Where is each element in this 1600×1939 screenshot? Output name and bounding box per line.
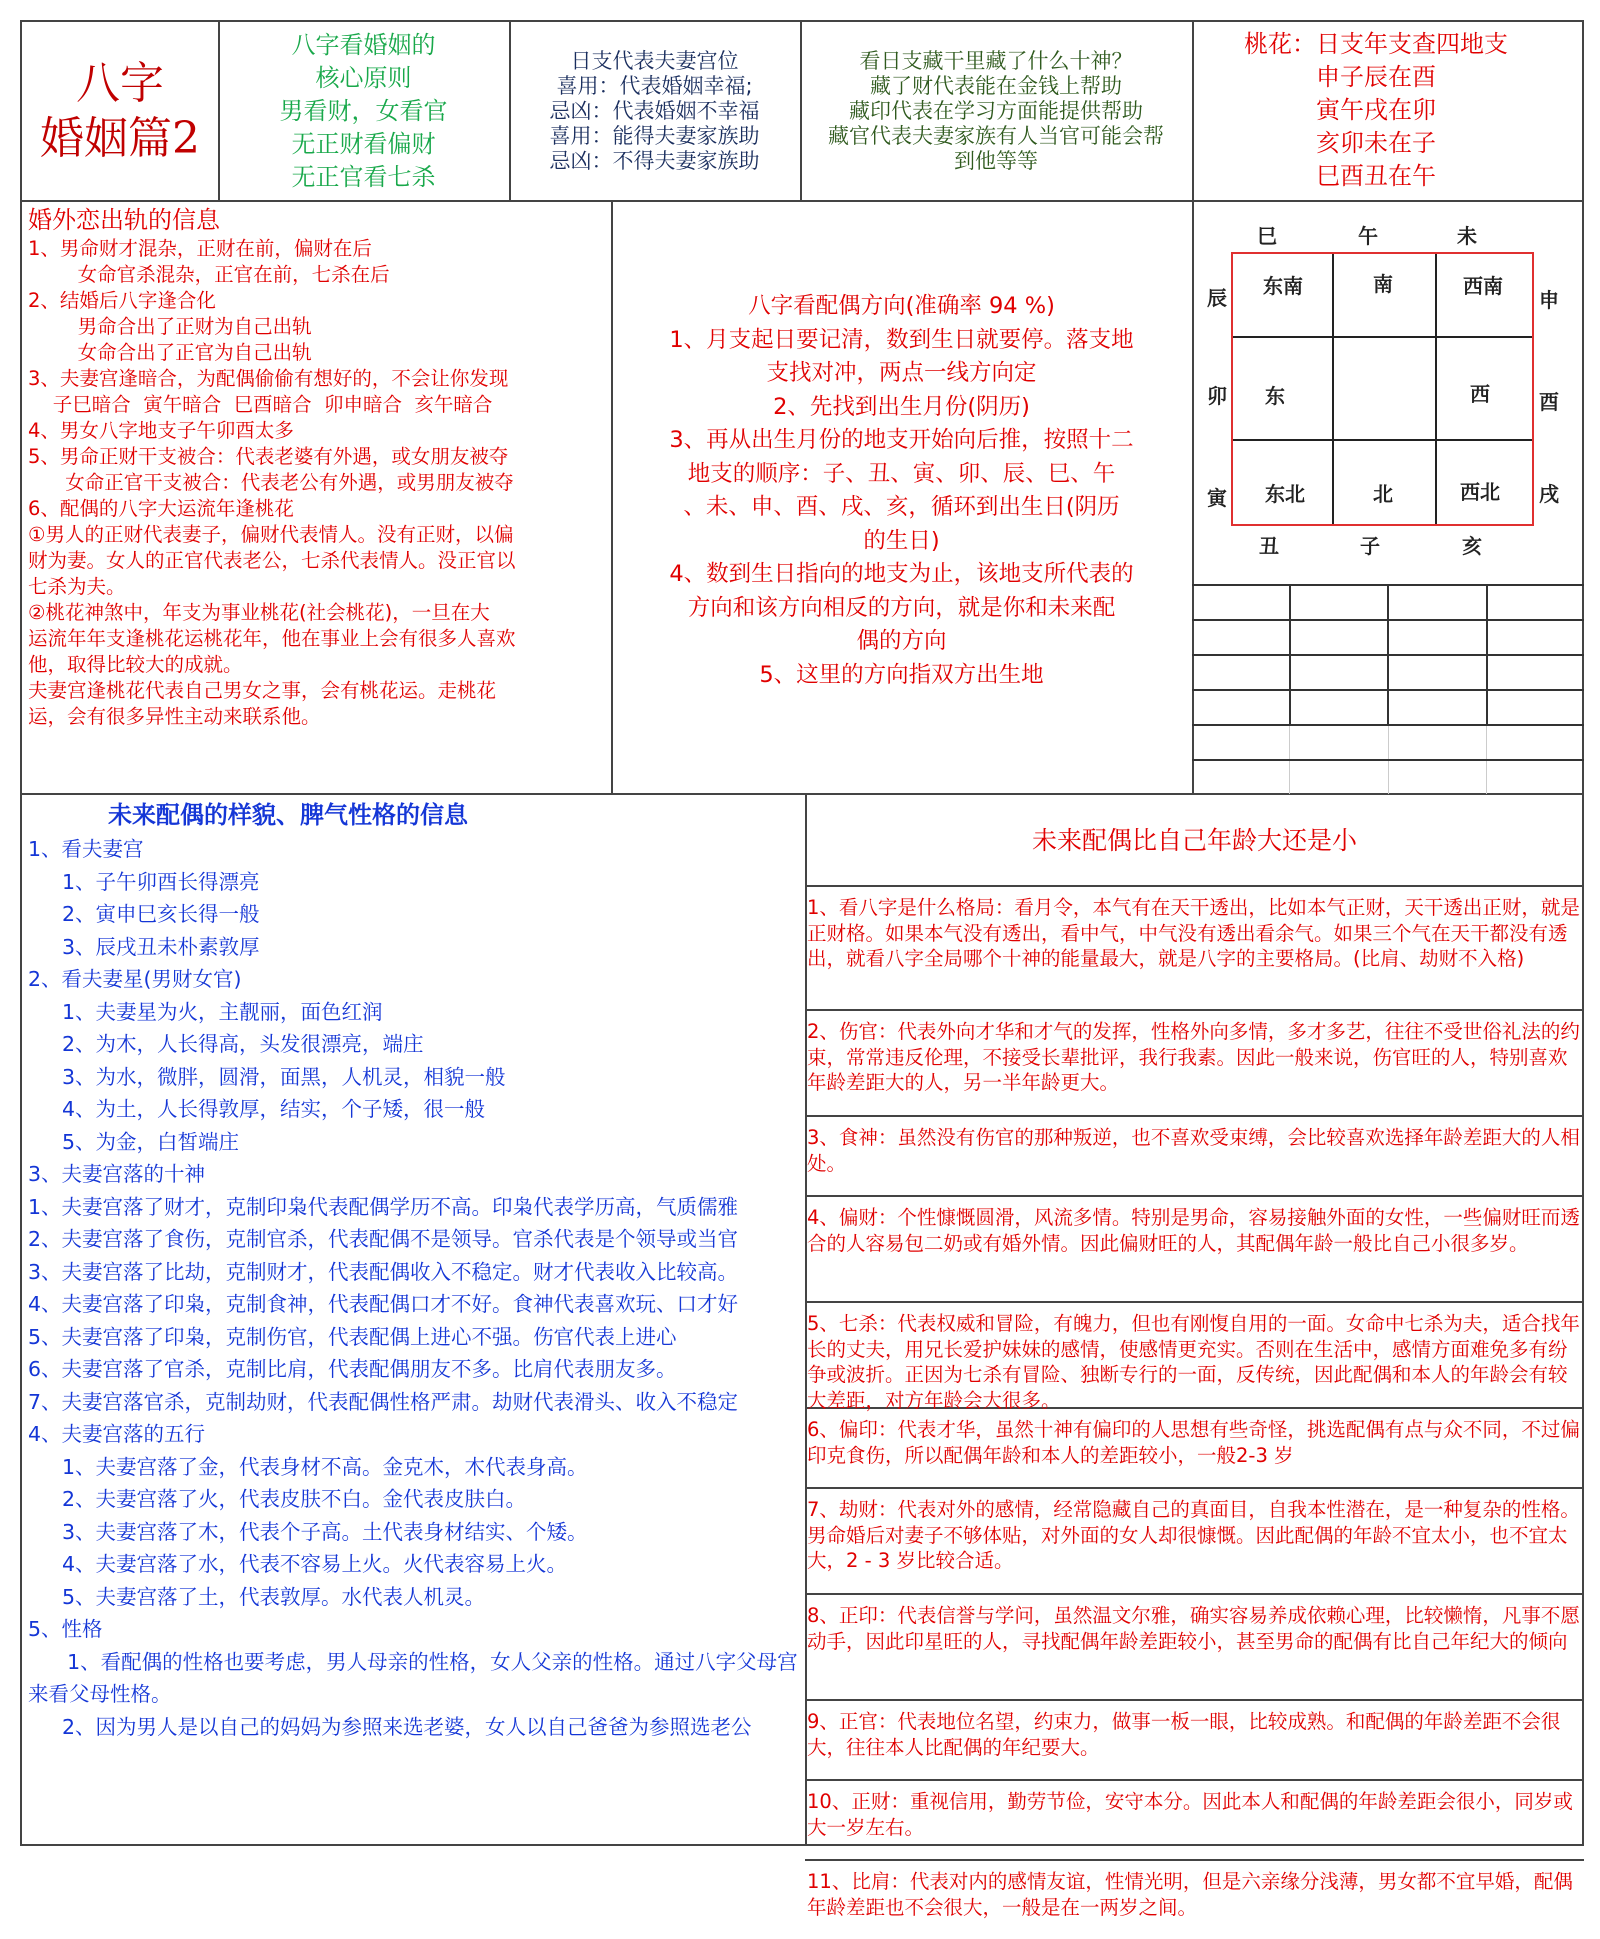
empty-table-cell [1387,691,1486,724]
age-item: 8、正印：代表信誉与学问，虽然温文尔雅，确实容易养成依赖心理，比较懒惰，凡事不愿动手，因此印星旺的人，寻找配偶年龄差距较小，甚至男命的配偶有比自己年纪大的倾向 [805,1595,1584,1701]
empty-table-cell [1486,621,1585,654]
looks-line: 2、看夫妻星(男财女官) [28,967,242,991]
core-line: 核心原则 [315,63,412,92]
compass-diagram [1192,200,1584,560]
direction-west: 西 [1470,382,1490,406]
peach-blossom-line: 申子辰在酉 [1316,63,1436,91]
affair-line: 女命官杀混杂，正官在前，七杀在后 [28,263,390,286]
looks-lines [28,833,799,1743]
core-line: 无正财看偏财 [291,129,436,158]
age-item: 9、正官：代表地位名望，约束力，做事一板一眼，比较成熟。和配偶的年龄差距不会很大，往往本人比配偶的年纪要大。 [805,1701,1584,1781]
direction-south: 南 [1373,272,1393,296]
empty-table-cell [1289,761,1387,794]
age-item: 5、七杀：代表权威和冒险，有魄力，但也有刚愎自用的一面。女命中七杀为夫，适合找年长的丈夫，用兄长爱护妹妹的感情，使感情更充实。否则在生活中，感情方面难免多有纷争或波折。正因为七杀有冒险、独断专行的一面，反传统，因此配偶和本人的年龄会有较大差距，对方年龄会大很多。 [805,1303,1584,1409]
affair-line: 他，取得比较大的成就。 [28,653,243,676]
looks-line: 3、为水，微胖，圆滑，面黑，人机灵，相貌一般 [62,1064,506,1089]
empty-table-cell [1192,621,1289,654]
affair-line: 5、男命正财干支被合：代表老婆有外遇，或女朋友被夺 [28,445,509,468]
branch-bottom-3: 亥 [1462,534,1482,558]
empty-table-cell [1289,621,1388,654]
empty-table-cell [1289,656,1388,689]
direction-line: 、未、申、酉、戌、亥，循环到出生日(阴历 [683,494,1120,520]
spouse-age-cell [805,793,1584,1919]
direction-north: 北 [1373,482,1393,506]
looks-line: 7、夫妻宫落官杀，克制劫财，代表配偶性格严肃。劫财代表滑头、收入不稳定 [28,1389,739,1414]
compass-cell [1192,200,1584,795]
affair-line: 女命正官干支被合：代表老公有外遇，或男朋友被夺 [28,471,514,494]
looks-line: 2、寅申巳亥长得一般 [62,902,260,926]
direction-line: 5、这里的方向指双方出生地 [759,661,1044,688]
empty-table-cell [1486,726,1584,759]
branch-bottom-1: 丑 [1259,534,1279,558]
looks-line: 5、夫妻宫落了土，代表敦厚。水代表人机灵。 [62,1584,486,1609]
looks-line: 1、夫妻宫落了金，代表身材不高。金克木，木代表身高。 [62,1454,588,1479]
title-line-2: 婚姻篇2 [40,113,200,164]
age-item: 11、比肩：代表对内的感情友谊，性情光明，但是六亲缘分浅薄，男女都不宜早婚，配偶年龄差距也不会很大，一般是在一两岁之间。 [807,1870,1573,1919]
looks-line: 3、夫妻宫落了木，代表个子高。土代表身材结实、个矮。 [62,1519,588,1544]
affair-line: 子巳暗合 寅午暗合 巳酉暗合 卯申暗合 亥午暗合 [28,393,493,416]
age-item: 7、劫财：代表对外的感情，经常隐藏自己的真面目，自我本性潜在，是一种复杂的性格。男命婚后对妻子不够体贴，对外面的女人却很慷慨。因此配偶的年龄不宜太小，也不宜太大，2 - 3 岁比较合适。 [805,1489,1584,1595]
grid-line [1233,439,1532,441]
empty-table-cell [1387,621,1486,654]
looks-line: 4、为土，人长得敦厚，结实，个子矮，很一般 [62,1097,486,1121]
age-items [805,887,1584,1939]
looks-line: 1、子午卯酉长得漂亮 [62,869,260,894]
empty-table-cell [1192,656,1289,689]
spouse-looks-cell [22,793,807,1844]
looks-line: 3、辰戌丑未朴素敦厚 [62,934,260,959]
looks-line: 3、夫妻宫落的十神 [28,1162,206,1186]
direction-line: 3、再从出生月份的地支开始向后推，按照十二 [669,427,1134,453]
spouse-palace-line: 忌凶：代表婚姻不幸福 [549,98,760,123]
age-item: 2、伤官：代表外向才华和才气的发挥，性格外向多情，多才多艺，往往不受世俗礼法的约束，常常违反伦理，不接受长辈批评，我行我素。因此一般来说，伤官旺的人，特别喜欢年龄差距大的人，另一半年龄更大。 [805,1011,1584,1117]
direction-line: 4、数到生日指向的地支为止，该地支所代表的 [669,561,1134,587]
branch-bottom-2: 子 [1360,534,1380,558]
affair-line: 七杀为夫。 [28,575,126,598]
branch-top-1: 巳 [1257,224,1277,248]
affair-line: 4、男女八字地支子午卯酉太多 [28,419,294,442]
core-principles-cell [218,22,511,202]
looks-line: 5、性格 [28,1617,103,1641]
empty-table-cell [1289,726,1387,759]
peach-blossom-line: 亥卯未在子 [1316,129,1436,157]
affair-line: 2、结婚后八字逢合化 [28,289,216,312]
spouse-palace-cell [509,22,802,202]
looks-heading: 未来配偶的样貌、脾气性格的信息 [108,801,468,829]
looks-line: 1、看配偶的性格也要考虑，男人母亲的性格，女人父亲的性格。通过八字父母宫来看父母性格。 [28,1649,798,1706]
looks-line: 4、夫妻宫落的五行 [28,1422,206,1446]
direction-southeast: 东南 [1263,274,1303,298]
looks-line: 1、夫妻宫落了财才，克制印枭代表配偶学历不高。印枭代表学历高，气质儒雅 [28,1194,739,1219]
looks-line: 5、夫妻宫落了印枭，克制伤官，代表配偶上进心不强。伤官代表上进心 [28,1324,677,1349]
direction-line: 偶的方向 [856,628,947,654]
spouse-palace-line: 忌凶：不得夫妻家族助 [549,148,760,173]
direction-northwest: 西北 [1460,480,1500,504]
affair-line: 运流年年支逢桃花运桃花年，他在事业上会有很多人喜欢 [28,627,516,650]
looks-line: 4、夫妻宫落了印枭，克制食神，代表配偶口才不好。食神代表喜欢玩、口才好 [28,1292,739,1316]
peach-blossom-line: 巳酉丑在午 [1316,162,1436,190]
affair-line: 夫妻宫逢桃花代表自己男女之事，会有桃花运。走桃花 [28,679,497,702]
direction-line: 方向和该方向相反的方向，就是你和未来配 [687,594,1116,621]
spouse-palace-line: 喜用：代表婚姻幸福; [556,73,753,98]
peach-blossom-label: 桃花： [1244,30,1316,58]
looks-line: 1、夫妻星为火，主靓丽，面色红润 [62,999,383,1024]
empty-table-cell [1388,726,1486,759]
affair-line: 1、男命财才混杂，正财在前，偏财在后 [28,237,372,260]
empty-table-cell [1388,761,1486,794]
branch-right-1: 申 [1539,288,1559,312]
direction-line: 地支的顺序：子、丑、寅、卯、辰、巳、午 [687,460,1116,487]
affair-line: 3、夫妻宫逢暗合，为配偶偷偷有想好的，不会让你发现 [28,367,509,390]
looks-line: 2、夫妻宫落了火，代表皮肤不白。金代表皮肤白。 [62,1487,527,1511]
empty-table-cell [1486,586,1585,619]
empty-table-row [1192,584,1584,619]
affair-line: 女命合出了正官为自己出轨 [28,341,312,364]
empty-table-cell [1486,656,1585,689]
affair-line: 男命合出了正财为自己出轨 [28,315,312,338]
looks-line: 2、夫妻宫落了食伤，克制官杀，代表配偶不是领导。官杀代表是个领导或当官 [28,1227,739,1251]
looks-line: 6、夫妻宫落了官杀，克制比肩，代表配偶朋友不多。比肩代表朋友多。 [28,1357,677,1381]
branch-right-2: 酉 [1539,390,1559,414]
affair-line: 6、配偶的八字大运流年逢桃花 [28,497,294,520]
affair-lines [28,236,605,730]
empty-table-cell [1192,691,1289,724]
empty-table-cell [1289,586,1388,619]
empty-table-cell [1192,761,1289,794]
direction-line: 支找对冲，两点一线方向定 [766,360,1037,386]
branch-top-3: 未 [1457,224,1477,248]
looks-line: 3、夫妻宫落了比劫，克制财才，代表配偶收入不稳定。财才代表收入比较高。 [28,1259,739,1284]
age-item: 4、偏财：个性慷慨圆滑，风流多情。特别是男命，容易接触外面的女性，一些偏财旺而透合的人容易包二奶或有婚外情。因此偏财旺的人，其配偶年龄一般比自己小很多岁。 [805,1197,1584,1303]
looks-line: 2、为木，人长得高，头发很漂亮，端庄 [62,1032,424,1056]
branch-right-3: 戌 [1539,482,1559,506]
age-item: 10、正财：重视信用，勤劳节俭，安守本分。因此本人和配偶的年龄差距会很小，同岁或大一岁左右。 [805,1781,1584,1861]
spouse-direction-cell [611,200,1194,795]
core-line: 八字看婚姻的 [291,30,436,59]
empty-table-cell [1192,726,1289,759]
hidden-stems-line: 看日支藏干里藏了什么十神？ [859,48,1133,73]
empty-table-row [1192,724,1584,759]
title-line-1: 八字 [76,58,164,109]
direction-line: 的生日) [863,527,940,554]
branch-left-2: 卯 [1207,384,1227,408]
empty-table-cell [1192,586,1289,619]
document-frame [20,20,1584,1919]
affair-line: 运，会有很多异性主动来联系他。 [28,705,321,728]
peach-blossom-line: 寅午戌在卯 [1316,96,1436,124]
grid-line [1233,336,1532,338]
spouse-palace-line: 日支代表夫妻宫位 [570,48,739,73]
affair-line: 财为妻。女人的正官代表老公，七杀代表情人。没正官以 [28,549,516,572]
empty-table-row [1192,759,1584,794]
affair-heading: 婚外恋出轨的信息 [28,206,220,234]
age-heading: 未来配偶比自己年龄大还是小 [805,793,1584,887]
direction-heading: 八字看配偶方向(准确率 94 %) [748,293,1055,319]
looks-line: 1、看夫妻宫 [28,837,144,861]
empty-table-row [1192,689,1584,724]
affair-line: ②桃花神煞中，年支为事业桃花(社会桃花)，一旦在大 [28,601,490,624]
hidden-stems-cell [800,22,1194,202]
direction-lines [611,290,1192,692]
looks-line: 2、因为男人是以自己的妈妈为参照来选老婆，女人以自己爸爸为参照选老公 [62,1714,752,1739]
peach-blossom-cell [1192,22,1584,202]
looks-line: 5、为金，白皙端庄 [62,1129,240,1154]
empty-table-cell [1387,586,1486,619]
core-line: 男看财，女看官 [279,96,448,125]
empty-table-cell [1387,656,1486,689]
hidden-stems-line: 藏印代表在学习方面能提供帮助 [849,98,1143,123]
direction-line: 2、先找到出生月份(阴历) [773,393,1030,420]
affair-line: ①男人的正财代表妻子，偏财代表情人。没有正财，以偏 [28,523,514,546]
empty-table-cell [1289,691,1388,724]
age-item: 1、看八字是什么格局：看月令，本气有在天干透出，比如本气正财，天干透出正财，就是正财格。如果本气没有透出，看中气，中气没有透出看余气。如果三个气在天干都没有透出，就看八字全局哪个十神的能量最大，就是八字的主要格局。(比肩、劫财不入格) [805,887,1584,1011]
empty-table [1192,584,1584,794]
spouse-palace-line: 喜用：能得夫妻家族助 [549,123,760,148]
title-cell [22,22,220,202]
branch-left-1: 辰 [1207,286,1227,310]
compass-grid [1231,252,1534,526]
direction-line: 1、月支起日要记清，数到生日就要停。落支地 [669,326,1134,353]
empty-table-cell [1486,691,1585,724]
affair-info-cell [22,200,613,795]
hidden-stems-line: 到他等等 [954,148,1038,173]
branch-top-2: 午 [1358,224,1378,248]
core-line: 无正官看七杀 [291,162,436,191]
empty-table-cell [1486,761,1584,794]
hidden-stems-line: 藏官代表夫妻家族有人当官可能会帮 [828,123,1164,148]
empty-table-row [1192,619,1584,654]
peach-blossom-line: 日支年支查四地支 [1316,30,1508,58]
age-item: 6、偏印：代表才华，虽然十神有偏印的人思想有些奇怪，挑选配偶有点与众不同，不过偏印克食伤，所以配偶年龄和本人的差距较小，一般2-3 岁 [805,1409,1584,1489]
branch-left-3: 寅 [1207,486,1227,510]
hidden-stems-line: 藏了财代表能在金钱上帮助 [870,73,1122,98]
direction-east: 东 [1265,384,1285,408]
empty-table-row [1192,654,1584,689]
direction-northeast: 东北 [1265,482,1305,506]
direction-southwest: 西南 [1463,274,1503,298]
age-item: 3、食神：虽然没有伤官的那种叛逆，也不喜欢受束缚，会比较喜欢选择年龄差距大的人相处。 [805,1117,1584,1197]
looks-line: 4、夫妻宫落了水，代表不容易上火。火代表容易上火。 [62,1552,568,1576]
